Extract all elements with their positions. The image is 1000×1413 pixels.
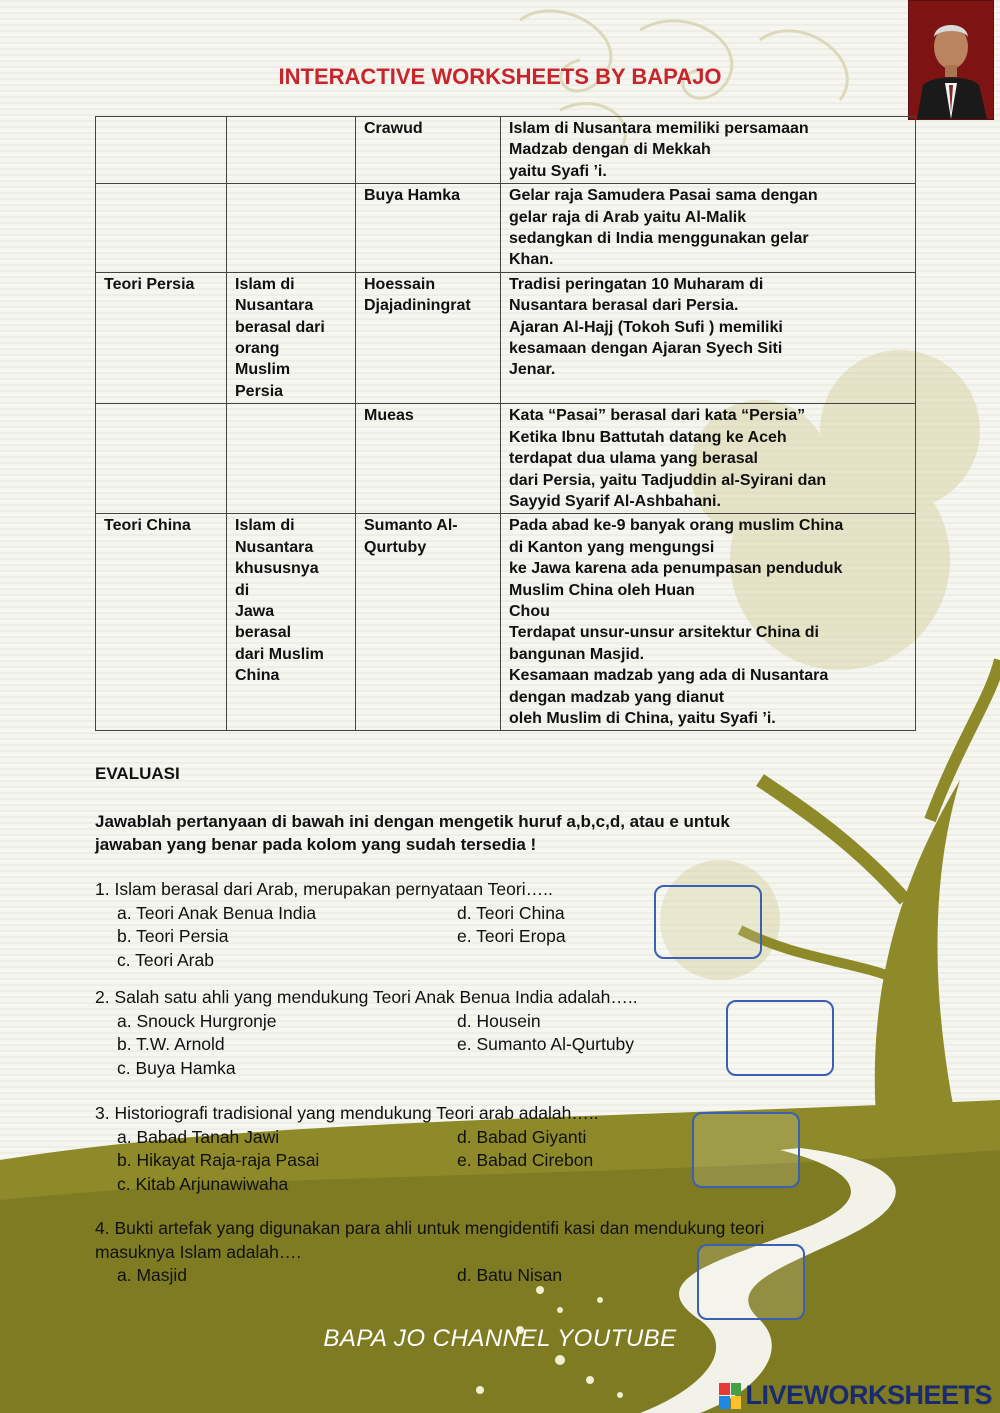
table-row bbox=[96, 184, 916, 273]
evidence-cell: Tradisi peringatan 10 Muharam di Nusantara berasal dari Persia. Ajaran Al-Hajj (Tokoh Sufi ) memiliki kesamaan dengan Ajaran Syech Siti Jenar. bbox=[501, 272, 916, 403]
claim-cell: Islam di Nusantara berasal dari orang Muslim Persia bbox=[227, 272, 356, 403]
question-text: 3. Historiografi tradisional yang mendukung Teori arab adalah….. bbox=[95, 1103, 599, 1123]
expert-cell: Hoessain Djajadiningrat bbox=[356, 272, 501, 403]
evaluation-heading: EVALUASI bbox=[95, 764, 180, 783]
theory-cell: Teori China bbox=[96, 514, 227, 731]
option-e: e. Teori Eropa bbox=[457, 926, 566, 946]
table-row bbox=[96, 272, 916, 403]
brand-text: LIVEWORKSHEETS bbox=[745, 1380, 992, 1410]
expert-cell: Buya Hamka bbox=[356, 184, 501, 273]
option-b: b. Teori Persia bbox=[117, 926, 229, 946]
table-row bbox=[96, 514, 916, 731]
claim-cell: Islam di Nusantara khususnya di Jawa berasal dari Muslim China bbox=[227, 514, 356, 731]
question-text: 2. Salah satu ahli yang mendukung Teori Anak Benua India adalah….. bbox=[95, 987, 638, 1007]
evidence-cell: Gelar raja Samudera Pasai sama dengan gelar raja di Arab yaitu Al-Malik sedangkan di India menggunakan gelar Khan. bbox=[501, 184, 916, 273]
answer-box-1[interactable] bbox=[654, 885, 762, 959]
theory-cell bbox=[96, 117, 227, 184]
option-a: a. Snouck Hurgronje bbox=[117, 1010, 277, 1031]
option-b: b. Hikayat Raja-raja Pasai bbox=[117, 1150, 320, 1170]
theory-cell: Teori Persia bbox=[96, 272, 227, 403]
portrait-image bbox=[909, 1, 993, 119]
option-c: c. Teori Arab bbox=[117, 949, 214, 970]
table-row bbox=[96, 404, 916, 514]
worksheet-title: INTERACTIVE WORKSHEETS BY BAPAJO bbox=[278, 64, 722, 89]
question-2 bbox=[95, 986, 815, 1080]
theory-cell bbox=[96, 184, 227, 273]
answer-box-2[interactable] bbox=[726, 1000, 834, 1076]
evidence-cell: Kata “Pasai” berasal dari kata “Persia” Ketika Ibnu Battutah datang ke Aceh terdapat dua ulama yang berasal dari Persia, yaitu Tadjuddin al-Syirani dan Sayyid Syarif Al-Ashbahani. bbox=[501, 404, 916, 514]
liveworksheets-icon bbox=[719, 1383, 741, 1409]
liveworksheets-logo bbox=[719, 1380, 992, 1411]
option-e: e. Babad Cirebon bbox=[457, 1150, 594, 1170]
channel-footer: BAPA JO CHANNEL YOUTUBE bbox=[323, 1325, 677, 1352]
option-c: c. Kitab Arjunawiwaha bbox=[117, 1173, 289, 1194]
evidence-cell: Islam di Nusantara memiliki persamaan Madzab dengan di Mekkah yaitu Syafi ’i. bbox=[501, 117, 916, 184]
theory-table bbox=[95, 116, 916, 731]
option-d: d. Teori China bbox=[457, 902, 565, 923]
expert-cell: Crawud bbox=[356, 117, 501, 184]
option-c: c. Buya Hamka bbox=[117, 1057, 236, 1078]
author-photo bbox=[908, 0, 994, 120]
option-a: a. Teori Anak Benua India bbox=[117, 902, 317, 923]
question-text: 4. Bukti artefak yang digunakan para ahli untuk mengidentifi kasi dan mendukung teori masuknya Islam adalah…. bbox=[95, 1218, 765, 1262]
evidence-cell: Pada abad ke-9 banyak orang muslim China di Kanton yang mengungsi ke Jawa karena ada penumpasan penduduk Muslim China oleh Huan Chou Terdapat unsur-unsur arsitektur China di bangunan Masjid. Kesamaan madzab yang ada di Nusantara dengan madzab yang dianut oleh Muslim di China, yaitu Syafi ’i. bbox=[501, 514, 916, 731]
theory-cell bbox=[96, 404, 227, 514]
question-options bbox=[95, 1010, 815, 1081]
option-d: d. Housein bbox=[457, 1010, 541, 1031]
claim-cell bbox=[227, 117, 356, 184]
evaluation-instruction: Jawablah pertanyaan di bawah ini dengan mengetik huruf a,b,c,d, atau e untuk jawaban yang benar pada kolom yang sudah tersedia ! bbox=[95, 812, 730, 854]
option-a: a. Masjid bbox=[117, 1265, 188, 1285]
option-a: a. Babad Tanah Jawi bbox=[117, 1126, 280, 1147]
option-d: d. Babad Giyanti bbox=[457, 1126, 587, 1147]
option-e: e. Sumanto Al-Qurtuby bbox=[457, 1034, 635, 1054]
question-text: 1. Islam berasal dari Arab, merupakan pernyataan Teori….. bbox=[95, 879, 553, 899]
answer-box-4[interactable] bbox=[697, 1244, 805, 1320]
answer-box-3[interactable] bbox=[692, 1112, 800, 1188]
expert-cell: Mueas bbox=[356, 404, 501, 514]
option-b: b. T.W. Arnold bbox=[117, 1034, 225, 1054]
table-row bbox=[96, 117, 916, 184]
claim-cell bbox=[227, 184, 356, 273]
option-d: d. Batu Nisan bbox=[457, 1265, 563, 1285]
claim-cell bbox=[227, 404, 356, 514]
expert-cell: Sumanto Al- Qurtuby bbox=[356, 514, 501, 731]
